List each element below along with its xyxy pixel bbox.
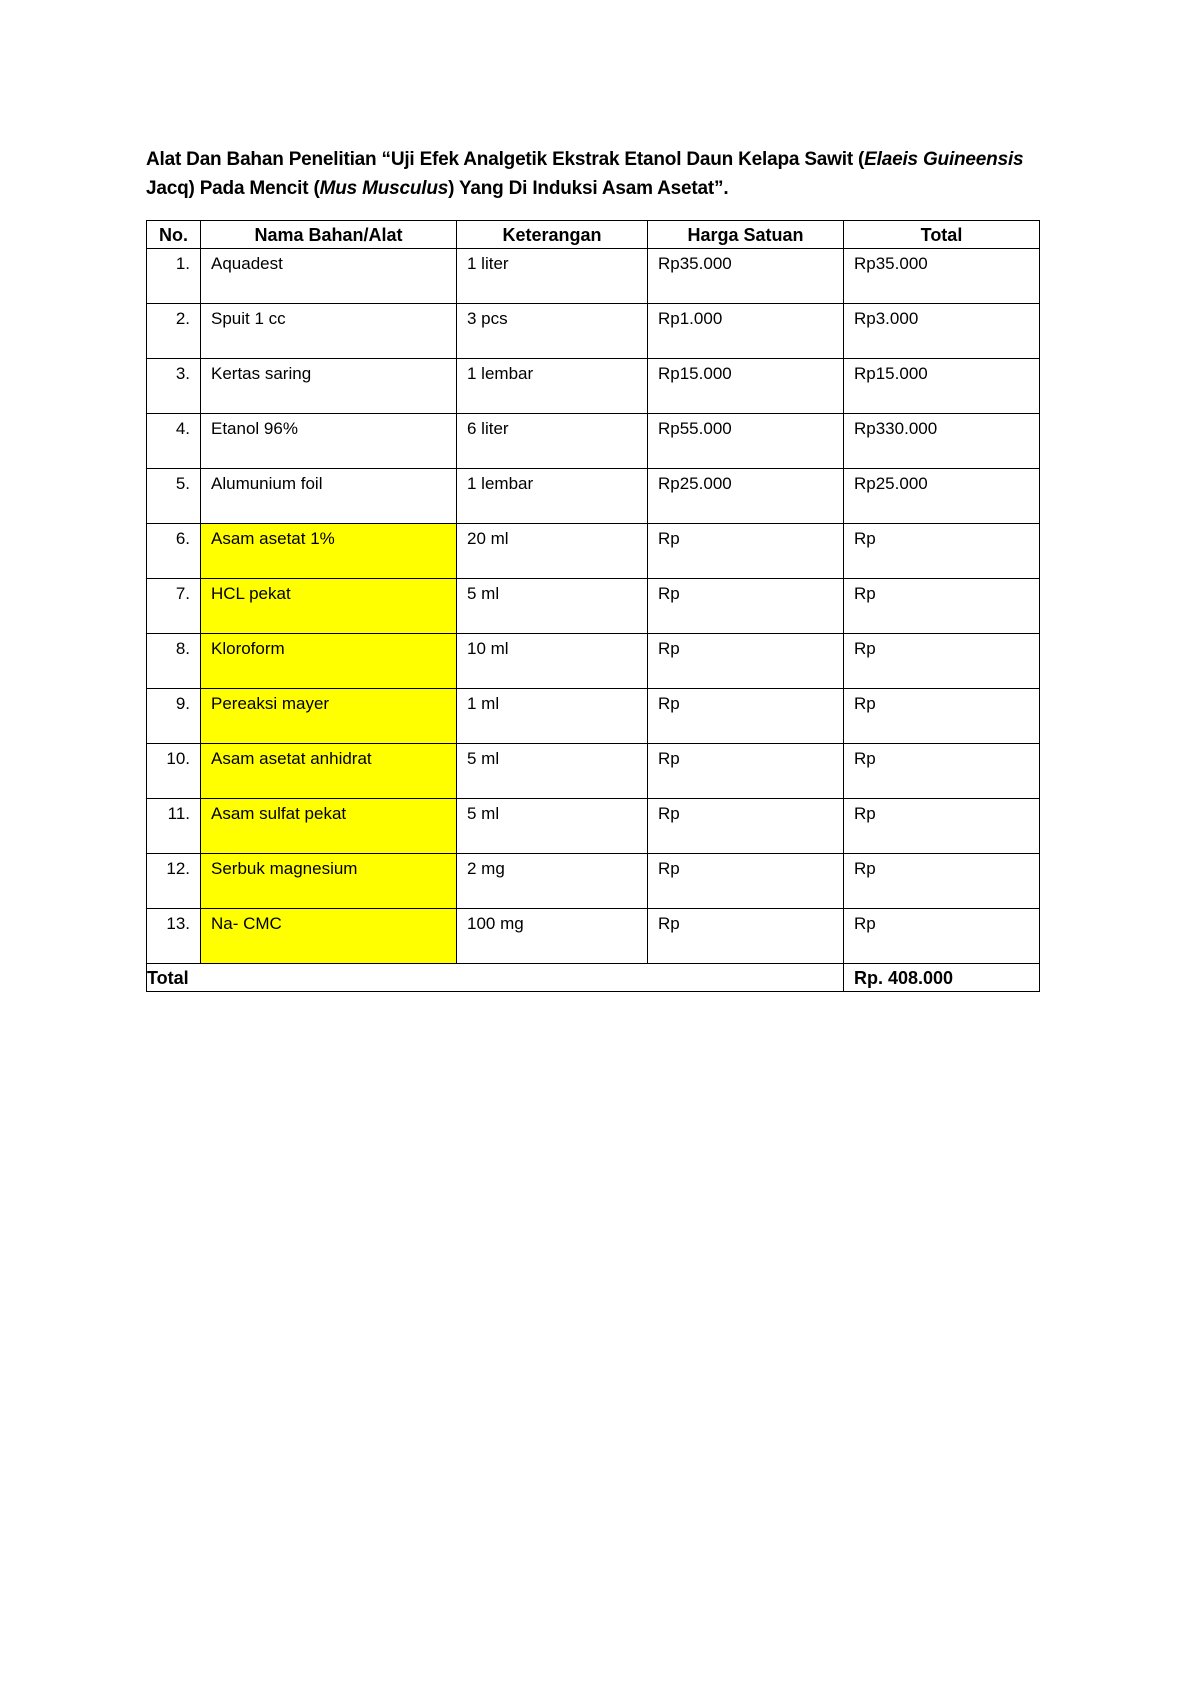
cell-name [201,634,457,689]
table-header [147,221,1040,249]
cell-no-text: 10. [166,749,190,768]
table-row [147,469,1040,524]
materials-table [146,220,1040,992]
cell-unit-price-text: Rp [658,639,680,658]
cell-unit-price-text: Rp [658,914,680,933]
cell-total-text: Rp [854,914,876,933]
cell-no [147,469,201,524]
table-row [147,799,1040,854]
cell-no [147,414,201,469]
cell-total [844,689,1040,744]
cell-total-text: Rp35.000 [854,254,928,273]
cell-note-text: 1 liter [467,254,509,273]
cell-unit-price [648,854,844,909]
cell-note-text: 1 ml [467,694,500,713]
cell-unit-price [648,359,844,414]
cell-total [844,469,1040,524]
cell-note [457,579,648,634]
cell-no [147,689,201,744]
cell-note-text: 100 mg [467,914,524,933]
cell-total [844,799,1040,854]
cell-no-text: 4. [175,419,190,438]
cell-name [201,909,457,964]
title-text-1: Alat Dan Bahan Penelitian “Uji Efek Analgetik Ekstrak Etanol Daun Kelapa Sawit ( [146,149,865,170]
cell-unit-price-text: Rp [658,804,680,823]
cell-no [147,304,201,359]
cell-no [147,799,201,854]
cell-unit-price-text: Rp [658,529,680,548]
title-text-2: Jacq) Pada Mencit ( [146,178,320,199]
cell-name-text: Na- CMC [211,914,282,933]
cell-note-text: 2 mg [467,859,505,878]
cell-total-text: Rp [854,749,876,768]
cell-note [457,249,648,304]
cell-unit-price [648,524,844,579]
table-row [147,634,1040,689]
title-italic-mouse: Mus Musculus [319,178,449,199]
header-name: Nama Bahan/Alat [201,221,457,249]
cell-no-text: 5. [175,474,190,493]
header-row [147,221,1040,249]
header-unit-price: Harga Satuan [648,221,844,249]
cell-unit-price [648,634,844,689]
cell-unit-price [648,744,844,799]
cell-total-text: Rp25.000 [854,474,928,493]
cell-total [844,249,1040,304]
cell-no [147,744,201,799]
cell-note-text: 20 ml [467,529,509,548]
cell-name [201,249,457,304]
cell-note-text: 10 ml [467,639,509,658]
cell-no-text: 11. [167,804,190,823]
cell-note [457,634,648,689]
cell-note-text: 1 lembar [467,474,534,493]
cell-note [457,744,648,799]
header-total: Total [844,221,1040,249]
total-value-cell [844,964,1040,992]
cell-unit-price-text: Rp1.000 [658,309,723,328]
table-row [147,304,1040,359]
cell-name [201,579,457,634]
cell-no [147,249,201,304]
cell-total [844,744,1040,799]
cell-note [457,359,648,414]
cell-note-text: 3 pcs [467,309,508,328]
cell-total-text: Rp3.000 [854,309,919,328]
cell-note-text: 6 liter [467,419,509,438]
cell-name-text: Asam asetat 1% [211,529,335,548]
cell-name [201,524,457,579]
table-row [147,579,1040,634]
cell-note [457,469,648,524]
cell-name-text: Alumunium foil [211,474,323,493]
cell-note-text: 5 ml [467,804,500,823]
table-row [147,854,1040,909]
cell-no [147,909,201,964]
title-text-3: ) Yang Di Induksi Asam Asetat”. [448,178,729,199]
table-row [147,909,1040,964]
header-note: Keterangan [457,221,648,249]
cell-note [457,524,648,579]
cell-name-text: Kertas saring [211,364,312,383]
cell-unit-price [648,304,844,359]
cell-name-text: Spuit 1 cc [211,309,286,328]
cell-name-text: HCL pekat [211,584,291,603]
cell-no [147,359,201,414]
cell-note [457,689,648,744]
cell-total [844,579,1040,634]
cell-total [844,634,1040,689]
cell-note [457,854,648,909]
cell-note-text: 5 ml [467,584,500,603]
cell-total [844,304,1040,359]
cell-name-text: Etanol 96% [211,419,298,438]
cell-note-text: 5 ml [467,749,500,768]
cell-total [844,909,1040,964]
cell-no-text: 7. [175,584,190,603]
cell-total-text: Rp [854,639,876,658]
cell-unit-price-text: Rp55.000 [658,419,732,438]
cell-note [457,909,648,964]
cell-no-text: 8. [175,639,190,658]
cell-name-text: Asam asetat anhidrat [211,749,372,768]
cell-name [201,854,457,909]
cell-total [844,854,1040,909]
cell-name [201,359,457,414]
cell-total-text: Rp [854,694,876,713]
cell-unit-price-text: Rp [658,749,680,768]
cell-total-text: Rp [854,804,876,823]
table-row [147,689,1040,744]
cell-total-text: Rp [854,584,876,603]
cell-unit-price [648,249,844,304]
table-row [147,524,1040,579]
cell-name [201,414,457,469]
cell-name-text: Asam sulfat pekat [211,804,347,823]
cell-name [201,744,457,799]
table-body [147,249,1040,964]
cell-no-text: 12. [166,859,190,878]
total-label: Total [147,967,189,988]
cell-name-text: Pereaksi mayer [211,694,330,713]
cell-unit-price [648,909,844,964]
cell-unit-price [648,469,844,524]
cell-unit-price-text: Rp35.000 [658,254,732,273]
cell-total [844,414,1040,469]
cell-no [147,579,201,634]
cell-name-text: Kloroform [211,639,285,658]
cell-name [201,689,457,744]
header-no: No. [147,221,201,249]
total-label-cell [147,964,844,992]
cell-total-text: Rp [854,859,876,878]
cell-total-text: Rp15.000 [854,364,928,383]
cell-unit-price-text: Rp [658,859,680,878]
cell-total-text: Rp [854,529,876,548]
cell-total-text: Rp330.000 [854,419,938,438]
cell-no-text: 9. [175,694,190,713]
cell-note [457,304,648,359]
total-value: Rp. 408.000 [854,967,954,988]
cell-unit-price-text: Rp [658,584,680,603]
cell-no-text: 1. [175,254,190,273]
cell-no-text: 2. [175,309,190,328]
cell-name [201,304,457,359]
cell-total [844,359,1040,414]
cell-total [844,524,1040,579]
cell-note-text: 1 lembar [467,364,534,383]
cell-no-text: 13. [166,914,190,933]
table-row [147,414,1040,469]
title-italic-species: Elaeis Guineensis [864,149,1024,170]
cell-name [201,469,457,524]
cell-unit-price [648,414,844,469]
cell-note [457,414,648,469]
table-row [147,359,1040,414]
cell-no [147,634,201,689]
cell-no-text: 6. [175,529,190,548]
cell-unit-price-text: Rp [658,694,680,713]
document-title [146,145,1066,203]
cell-name-text: Aquadest [211,254,283,273]
cell-name-text: Serbuk magnesium [211,859,358,878]
cell-no-text: 3. [175,364,190,383]
cell-unit-price [648,579,844,634]
cell-unit-price-text: Rp25.000 [658,474,732,493]
cell-no [147,524,201,579]
total-row [147,964,1040,992]
table-row [147,744,1040,799]
cell-no [147,854,201,909]
cell-unit-price [648,799,844,854]
cell-note [457,799,648,854]
cell-unit-price [648,689,844,744]
table-footer [147,964,1040,992]
table-row [147,249,1040,304]
cell-unit-price-text: Rp15.000 [658,364,732,383]
cell-name [201,799,457,854]
